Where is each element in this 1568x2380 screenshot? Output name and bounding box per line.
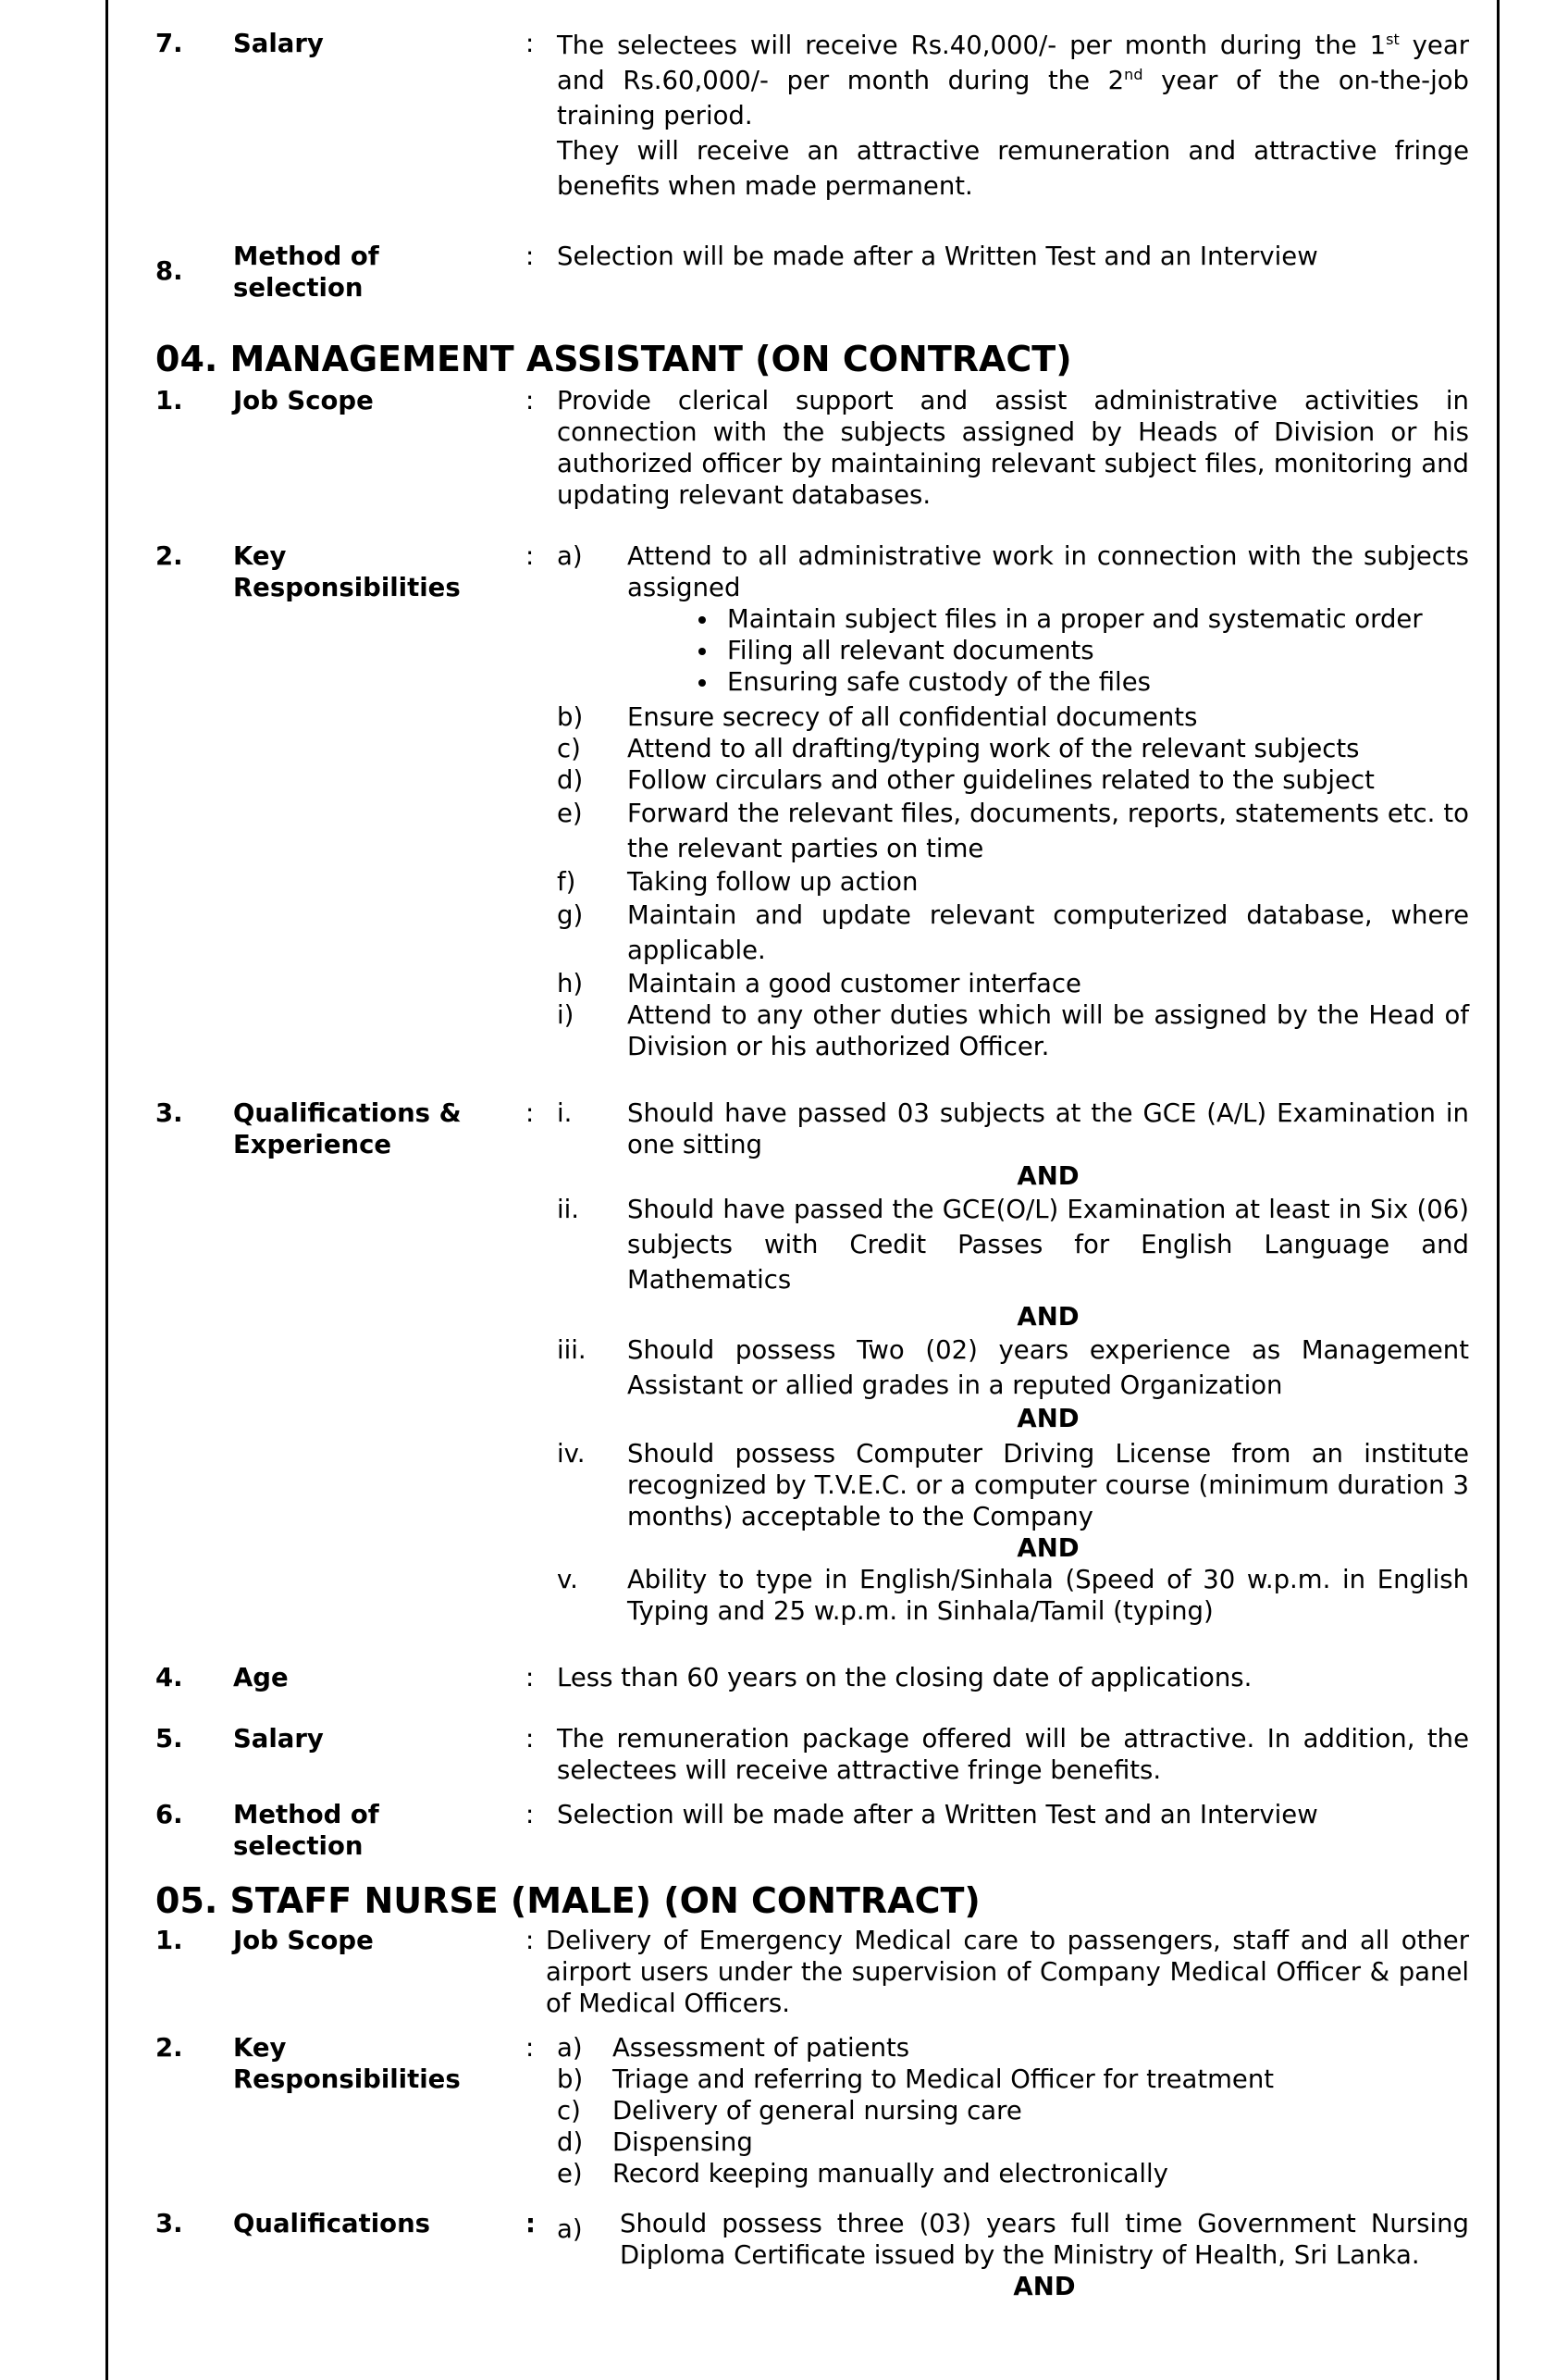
and-connector: AND [1017, 1404, 1080, 1433]
list-item [557, 866, 1469, 898]
list-marker: d) [557, 765, 584, 795]
item-number: 7. [155, 29, 183, 58]
list-text: Attend to any other duties which will be assigned by the Head of Division or his authorized Officer. [627, 1000, 1469, 1061]
bullet-item: • Ensuring safe custody of the files [720, 666, 1469, 698]
list-marker: c) [557, 734, 581, 763]
label-line: selection [233, 1831, 364, 1861]
list-text: Maintain a good customer interface [627, 969, 1081, 998]
list-marker: a) [557, 2214, 583, 2244]
item-label: Salary [233, 29, 324, 58]
item-number: 1. [155, 1926, 183, 1955]
item-number: 2. [155, 2033, 183, 2063]
and-connector: AND [1017, 1161, 1080, 1191]
list-text: Attend to all drafting/typing work of the relevant subjects [627, 734, 1360, 763]
item-label: Age [233, 1663, 289, 1692]
item-number: 8. [155, 256, 183, 286]
item-label: Job Scope [233, 1926, 374, 1955]
job-scope-row [155, 385, 1469, 511]
bullet-item: • Filing all relevant documents [720, 635, 1469, 666]
bullet-list [557, 603, 1469, 698]
label-line: Responsibilities [233, 573, 461, 602]
item-label [233, 241, 525, 304]
method-row [155, 241, 1469, 304]
list-item [557, 898, 1469, 968]
salary-text-part: The selectees will receive Rs.40,000/- per month during the 1 [557, 31, 1387, 60]
list-text: Ability to type in English/Sinhala (Speed of 30 w.p.m. in English Typing and 25 w.p.m. in Sinhala/Tamil (typing) [627, 1565, 1469, 1626]
list-item [557, 1564, 1469, 1627]
key-responsibilities-row [155, 540, 1469, 1062]
list-marker: ii. [557, 1195, 580, 1224]
list-item [557, 701, 1469, 733]
list-marker: d) [557, 2127, 584, 2157]
colon: : [525, 1663, 535, 1692]
section-title: 05. STAFF NURSE (MALE) (ON CONTRACT) [155, 1880, 981, 1921]
section-title: 04. MANAGEMENT ASSISTANT (ON CONTRACT) [155, 339, 1072, 379]
list-item [557, 2032, 1469, 2064]
list-item [557, 1097, 1469, 1160]
label-line: selection [233, 273, 364, 303]
list-text: Should have passed the GCE(O/L) Examination at least in Six (06) subjects with Credit Passes for English Language and Mathematics [627, 1195, 1469, 1295]
label-line: Responsibilities [233, 2064, 461, 2094]
colon: : [525, 386, 535, 415]
item-number: 6. [155, 1800, 183, 1829]
list-marker: a) [557, 541, 583, 571]
salary-text-part: year of the on-the-job training period. [557, 66, 1469, 130]
list-text: Maintain and update relevant computerized database, where applicable. [627, 900, 1469, 965]
and-connector: AND [1013, 2272, 1076, 2301]
list-marker: b) [557, 702, 584, 732]
list-marker: iv. [557, 1439, 586, 1469]
list-text: Taking follow up action [627, 867, 919, 897]
list-text: Follow circulars and other guidelines related to the subject [627, 765, 1375, 795]
and-connector: AND [1017, 1302, 1080, 1332]
list-marker: iii. [557, 1335, 586, 1365]
colon: : [525, 1926, 535, 1955]
list-item [557, 2064, 1469, 2095]
responsibilities-list [557, 2032, 1469, 2189]
list-text: Ensure secrecy of all confidential documents [627, 702, 1198, 732]
list-text: Record keeping manually and electronically [612, 2159, 1168, 2188]
item-label [233, 1799, 525, 1862]
list-text: Should possess Computer Driving License from an institute recognized by T.V.E.C. or a computer course (minimum duration 3 months) acceptable to the Company [627, 1439, 1469, 1531]
item-number: 3. [155, 2209, 183, 2238]
list-item [557, 2095, 1469, 2126]
list-text: Attend to all administrative work in connection with the subjects assigned [627, 541, 1469, 602]
qualifications-list [557, 2208, 1469, 2302]
label-line: Key [233, 2033, 287, 2063]
list-marker: h) [557, 969, 584, 998]
list-item [557, 2126, 1469, 2158]
label-line: Experience [233, 1130, 392, 1159]
salary-text-part: year and Rs.60,000/- per month during the 2 [557, 31, 1470, 95]
list-item [557, 1192, 1469, 1297]
list-text: Should possess three (03) years full time Government Nursing Diploma Certificate issued by the Ministry of Health, Sri Lanka. [620, 2209, 1469, 2270]
list-text: Forward the relevant files, documents, reports, statements etc. to the relevant parties on time [627, 799, 1469, 863]
colon: : [525, 29, 535, 58]
salary-row [155, 28, 1469, 204]
job-scope-text: Provide clerical support and assist administrative activities in connection with the subjects assigned by Heads of Division or his authorized officer by maintaining relevant subject files, monitoring and updating relevant databases. [557, 386, 1469, 510]
salary-paragraph-1 [557, 28, 1469, 133]
salary-text: The remuneration package offered will be attractive. In addition, the selectees will receive attractive fringe benefits. [557, 1724, 1469, 1785]
page-border-left [105, 0, 108, 2380]
list-item [557, 999, 1469, 1062]
colon: : [525, 1724, 535, 1754]
responsibilities-list [557, 540, 1469, 1062]
method-text: Selection will be made after a Written Test and an Interview [557, 1800, 1318, 1829]
item-number: 4. [155, 1663, 183, 1692]
item-label: Qualifications [233, 2209, 431, 2238]
item-number: 2. [155, 541, 183, 571]
list-text: Should have passed 03 subjects at the GCE (A/L) Examination in one sitting [627, 1098, 1469, 1159]
ordinal-superscript: st [1386, 30, 1400, 48]
list-text: Should possess Two (02) years experience as Management Assistant or allied grades in a reputed Organization [627, 1335, 1469, 1400]
list-text: Assessment of patients [612, 2033, 910, 2063]
colon: : [525, 1098, 535, 1128]
list-text: Dispensing [612, 2127, 753, 2157]
qualifications-list [557, 1097, 1469, 1627]
bullet-item: • Maintain subject files in a proper and systematic order [720, 603, 1469, 635]
item-label [233, 540, 525, 603]
list-marker: b) [557, 2064, 584, 2094]
list-item [557, 2208, 1469, 2271]
colon: : [525, 541, 535, 571]
colon: : [525, 1800, 535, 1829]
list-marker: f) [557, 867, 576, 897]
list-marker: i) [557, 1000, 574, 1030]
method-row [155, 1799, 1469, 1862]
list-item [557, 1438, 1469, 1532]
ordinal-superscript: nd [1124, 65, 1143, 83]
label-line: Key [233, 541, 287, 571]
age-text: Less than 60 years on the closing date of applications. [557, 1663, 1253, 1692]
list-item [557, 2158, 1469, 2189]
item-label: Job Scope [233, 386, 374, 415]
list-item [557, 796, 1469, 866]
page-border-right [1497, 0, 1500, 2380]
list-marker: g) [557, 900, 584, 930]
list-text: Triage and referring to Medical Officer for treatment [612, 2064, 1275, 2094]
label-line: Qualifications & [233, 1098, 462, 1128]
label-line: Method of [233, 1800, 379, 1829]
key-responsibilities-row [155, 2032, 1469, 2189]
list-item [557, 540, 1469, 603]
qualifications-row [155, 1097, 1469, 1627]
list-item [557, 968, 1469, 999]
colon: : [525, 2209, 536, 2238]
document-page [155, 28, 1469, 2302]
list-text: Delivery of general nursing care [612, 2096, 1022, 2126]
salary-row [155, 1723, 1469, 1786]
list-marker: i. [557, 1098, 573, 1128]
job-scope-row [155, 1925, 1469, 2019]
salary-text [557, 28, 1469, 204]
age-row [155, 1662, 1469, 1693]
list-item [557, 764, 1469, 796]
qualifications-row [155, 2208, 1469, 2302]
label-line: Method of [233, 242, 379, 271]
list-marker: e) [557, 799, 583, 828]
job-scope-text: Delivery of Emergency Medical care to passengers, staff and all other airport users under the supervision of Company Medical Officer & panel of Medical Officers. [546, 1926, 1469, 2018]
item-number: 5. [155, 1724, 183, 1754]
list-marker: v. [557, 1565, 578, 1594]
list-marker: c) [557, 2096, 581, 2126]
item-label [233, 2032, 525, 2095]
list-marker: e) [557, 2159, 583, 2188]
and-connector: AND [1017, 1533, 1080, 1563]
list-item [557, 733, 1469, 764]
list-marker: a) [557, 2033, 583, 2063]
colon: : [525, 2033, 535, 2063]
method-text: Selection will be made after a Written Test and an Interview [557, 242, 1318, 271]
list-item [557, 1333, 1469, 1403]
salary-paragraph-2: They will receive an attractive remuneration and attractive fringe benefits when made permanent. [557, 136, 1469, 201]
item-label: Salary [233, 1724, 324, 1754]
item-number: 3. [155, 1098, 183, 1128]
item-label [233, 1097, 525, 1160]
colon: : [525, 242, 535, 271]
item-number: 1. [155, 386, 183, 415]
